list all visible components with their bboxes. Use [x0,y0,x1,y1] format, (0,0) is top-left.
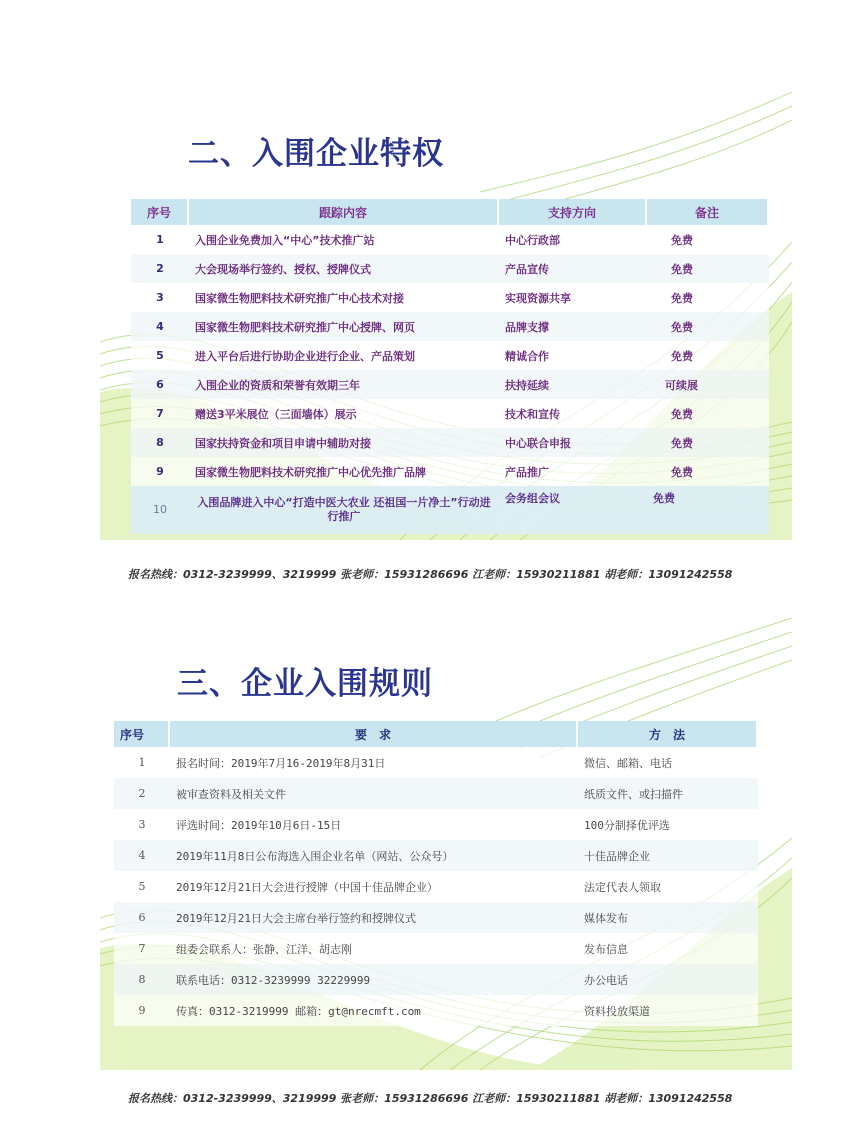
row-content: 赠送3平米展位（三面墙体）展示 [195,407,357,421]
row-method: 发布信息 [584,942,628,956]
table-row [131,428,769,457]
row-number: 1 [156,233,164,246]
row-content: 国家扶持资金和项目申请中辅助对接 [189,428,499,457]
table-row [131,312,769,341]
column-header-requirement: 要 求 [170,721,578,747]
row-direction: 中心行政部 [505,233,560,247]
column-header-method: 方 法 [578,721,758,747]
row-number: 3 [138,818,146,831]
row-direction: 会务组会议 [499,486,647,534]
row-direction: 实现资源共享 [505,291,571,305]
table-row [114,778,758,809]
row-number: 2 [114,778,170,809]
row-requirement: 2019年11月8日公布海选入围企业名单（网站、公众号） [170,840,578,871]
row-number: 7 [138,942,146,955]
row-direction: 精诚合作 [505,349,549,363]
row-note: 免费 [647,312,769,341]
row-content: 国家微生物肥料技术研究推广中心授牌、网页 [189,312,499,341]
column-header-number: 序号 [114,721,170,747]
row-note: 免费 [671,465,693,479]
row-requirement: 评选时间：2019年10月6日-15日 [176,818,342,832]
privileges-table [131,199,769,534]
table-row [114,964,758,995]
row-method: 纸质文件、或扫描件 [578,778,758,809]
row-requirement: 被审查资料及相关文件 [170,778,578,809]
table-row [131,457,769,486]
row-requirement: 2019年12月21日大会主席台举行签约和授牌仪式 [170,902,578,933]
column-header-note: 备注 [647,199,769,225]
table-row [114,871,758,902]
row-number: 4 [131,312,189,341]
row-number: 5 [156,349,164,362]
section-title: 三、企业入围规则 [177,666,433,702]
row-number: 4 [114,840,170,871]
row-note: 免费 [671,407,693,421]
row-number: 3 [156,291,164,304]
section-title: 二、入围企业特权 [188,136,444,172]
table-row [114,933,758,964]
row-requirement: 传真：0312-3219999 邮箱：gt@nrecmft.com [176,1004,421,1018]
row-requirement: 报名时间：2019年7月16-2019年8月31日 [176,756,386,770]
row-content: 入围品牌进入中心“打造中医大农业 还祖国一片净土”行动进行推广 [189,486,499,534]
row-note: 免费 [647,254,769,283]
row-requirement: 组委会联系人：张静、江洋、胡志刚 [176,942,352,956]
column-header-number: 序号 [131,199,189,225]
row-requirement: 2019年12月21日大会进行授牌（中国十佳品牌企业） [176,880,438,894]
row-method: 十佳品牌企业 [578,840,758,871]
table-row [131,254,769,283]
row-number: 5 [138,880,146,893]
table-row [114,840,758,871]
row-content: 国家微生物肥料技术研究推广中心优先推广品牌 [195,465,426,479]
row-method: 法定代表人领取 [584,880,661,894]
row-note: 免费 [647,428,769,457]
table-row [114,809,758,840]
table-row [114,747,758,778]
row-number: 6 [131,370,189,399]
row-note: 免费 [671,291,693,305]
row-note: 免费 [671,233,693,247]
row-direction: 品牌支撑 [499,312,647,341]
row-direction: 中心联合申报 [499,428,647,457]
slide-privileges [100,92,792,540]
table-row [131,370,769,399]
row-number: 9 [156,465,164,478]
row-content: 入围企业的资质和荣誉有效期三年 [189,370,499,399]
row-method: 资料投放渠道 [584,1004,650,1018]
row-number: 10 [131,486,189,534]
row-number: 8 [131,428,189,457]
row-method: 微信、邮箱、电话 [584,756,672,770]
row-direction: 技术和宣传 [505,407,560,421]
contact-line: 报名热线：0312-3239999、3219999 张老师：15931286696 江老师：15930211881 胡老师：13091242558 [128,568,733,581]
row-method: 办公电话 [578,964,758,995]
contact-line: 报名热线：0312-3239999、3219999 张老师：15931286696 江老师：15930211881 胡老师：13091242558 [128,1092,733,1105]
row-content: 大会现场举行签约、授权、授牌仪式 [189,254,499,283]
row-content: 进入平台后进行协助企业进行企业、产品策划 [195,349,415,363]
row-method: 100分制择优评选 [584,818,670,832]
row-number: 9 [138,1004,146,1017]
row-number: 2 [131,254,189,283]
table-row [114,902,758,933]
row-number: 8 [114,964,170,995]
rules-table [114,721,758,1026]
row-method: 媒体发布 [578,902,758,933]
table-row [114,995,758,1026]
column-header-content: 跟踪内容 [189,199,499,225]
row-number: 7 [156,407,164,420]
slide-rules [100,618,792,1070]
table-row [131,341,769,370]
row-direction: 扶持延续 [499,370,647,399]
row-content: 国家微生物肥料技术研究推广中心技术对接 [195,291,404,305]
row-note: 免费 [671,349,693,363]
row-requirement: 联系电话：0312-3239999 32229999 [170,964,578,995]
table-row [131,283,769,312]
table-row [131,486,769,534]
table-row [131,225,769,254]
row-note: 免费 [647,486,769,534]
table-row [131,399,769,428]
row-note: 可续展 [647,370,769,399]
row-number: 6 [114,902,170,933]
row-content: 入围企业免费加入“中心”技术推广站 [195,233,375,247]
row-direction: 产品宣传 [499,254,647,283]
row-number: 1 [138,756,146,769]
column-header-direction: 支持方向 [499,199,647,225]
row-direction: 产品推广 [505,465,549,479]
